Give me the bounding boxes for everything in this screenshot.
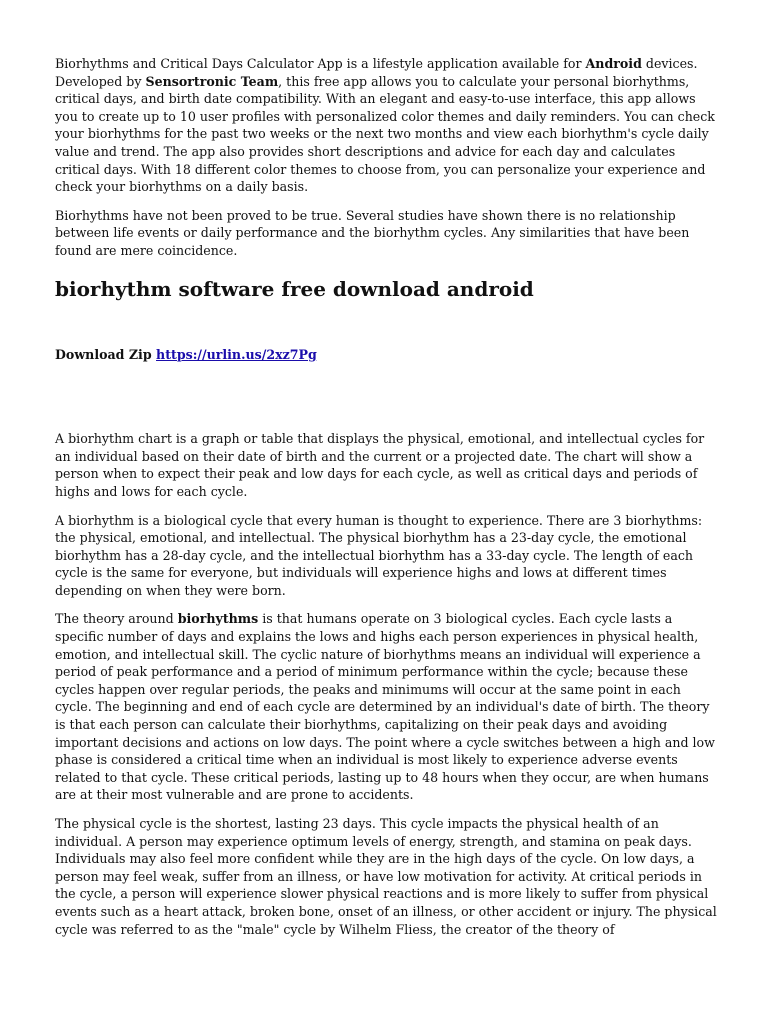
developer-name: Sensortronic Team bbox=[145, 73, 279, 89]
body-paragraph-theory bbox=[55, 610, 719, 804]
document-page bbox=[55, 55, 719, 938]
spacer bbox=[55, 363, 719, 430]
page-title: biorhythm software free download android bbox=[55, 276, 534, 301]
download-label: Download Zip bbox=[55, 346, 152, 362]
intro-paragraph-2: Biorhythms have not been proved to be true. Several studies have shown there is no relationship between life events or daily performance and the biorhythm cycles. Any similarities that have been found are mere coincidence. bbox=[55, 207, 690, 258]
intro-text-2: devices. Developed by bbox=[55, 56, 698, 89]
body-paragraph-chart: A biorhythm chart is a graph or table that displays the physical, emotional, and intellectual cycles for an individual based on their date of birth and the current or a projected date. The chart will show a person when to expect their peak and low days for each cycle, as well as critical days and periods of highs and lows for each cycle. bbox=[55, 431, 705, 499]
body-paragraph-cycle: A biorhythm is a biological cycle that every human is thought to experience. There are 3 biorhythms: the physical, emotional, and intellectual. The physical biorhythm has a 23-day cycle, the emotional biorhythm has a 28-day cycle, and the intellectual biorhythm has a 33-day cycle. The length of each cycle is the same for everyone, but individuals will experience highs and lows at different times depending on when they were born. bbox=[55, 512, 703, 598]
download-line bbox=[55, 346, 719, 364]
intro-text-3: , this free app allows you to calculate your personal biorhythms, critical days, and birth date compatibility. With an elegant and easy-to-use interface, this app allows you to create up to 10 user profiles with personalized color themes and daily reminders. You can check your biorhythms for the past two weeks or the next two months and view each biorhythm's cycle daily value and trend. The app also provides short descriptions and advice for each day and calculates critical days. With 18 different color themes to choose from, you can personalize your experience and check your biorhythms on a daily basis. bbox=[55, 73, 715, 195]
platform-name: Android bbox=[585, 56, 642, 71]
download-link[interactable]: https://urlin.us/2xz7Pg bbox=[156, 346, 317, 362]
theory-text-1: The theory around bbox=[55, 611, 178, 627]
theory-text-2: is that humans operate on 3 biological cycles. Each cycle lasts a specific number of days and explains the lows and highs each person experiences in physical health, emotion, and intellectual skill. The cyclic nature of biorhythms means an individual will experience a period of peak performance and a period of minimum performance within the cycle; because these cycles happen over regular periods, the peaks and minimums will occur at the same point in each cycle. The beginning and end of each cycle are determined by an individual's date of birth. The theory is that each person can calculate their biorhythms, capitalizing on their peak days and avoiding important decisions and actions on low days. The point where a cycle switches between a high and low phase is considered a critical time when an individual is most likely to experience adverse events related to that cycle. These critical periods, lasting up to 48 hours when they occur, are when humans are at their most vulnerable and are prone to accidents. bbox=[55, 611, 715, 803]
intro-text-1: Biorhythms and Critical Days Calculator App is a lifestyle application available for bbox=[55, 56, 586, 71]
intro-paragraph-1 bbox=[55, 55, 719, 196]
body-paragraph-physical: The physical cycle is the shortest, lasting 23 days. This cycle impacts the physical health of an individual. A person may experience optimum levels of energy, strength, and stamina on peak days. Individuals may also feel more confident while they are in the high days of the cycle. On low days, a person may feel weak, suffer from an illness, or have low motivation for activity. At critical periods in the cycle, a person will experience slower physical reactions and is more likely to suffer from physical events such as a heart attack, broken bone, onset of an illness, or other accident or injury. The physical cycle was referred to as the "male" cycle by Wilhelm Fliess, the creator of the theory of bbox=[55, 816, 717, 937]
theory-keyword: biorhythms bbox=[177, 611, 259, 627]
